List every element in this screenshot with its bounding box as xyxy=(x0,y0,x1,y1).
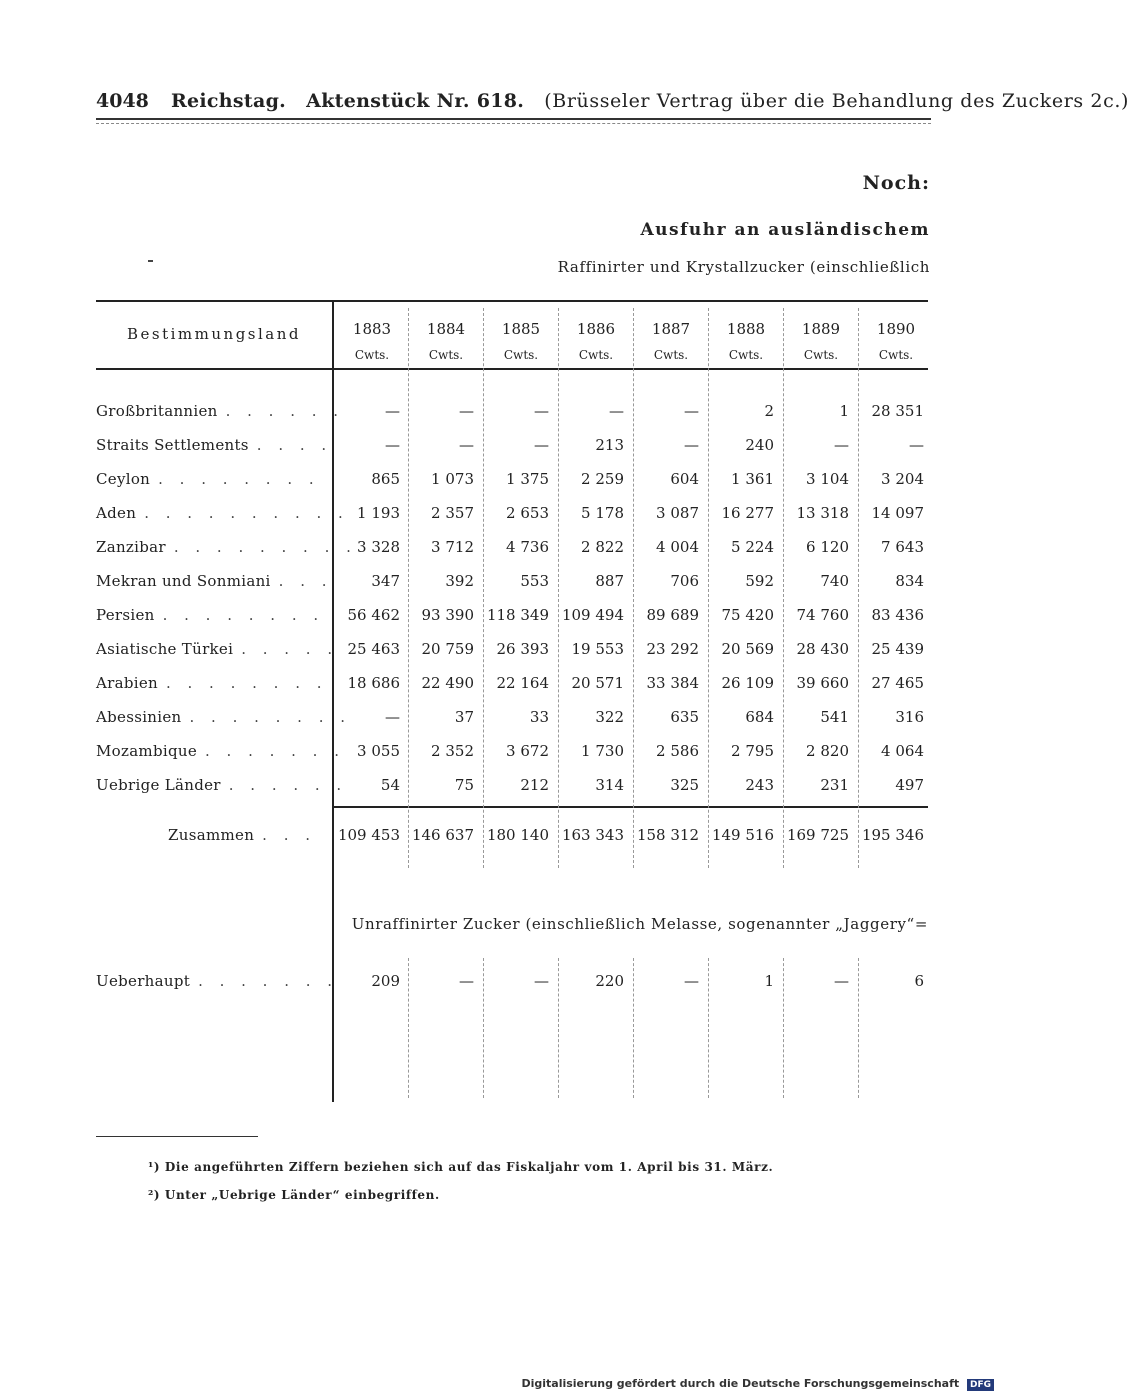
table-row-cell: — xyxy=(459,436,474,454)
column-year: 1884 xyxy=(426,320,466,338)
table-row-cell: 553 xyxy=(520,572,549,590)
table-row-cell: 1 193 xyxy=(357,504,400,522)
footnote-2: ²) Unter „Uebrige Länder“ einbegriffen. xyxy=(148,1188,440,1202)
column-separator xyxy=(408,958,409,1098)
overall-row-cell: — xyxy=(459,972,474,990)
table-row-cell: 25 463 xyxy=(347,640,400,658)
overall-row-label xyxy=(96,972,339,990)
table-row-cell: 6 120 xyxy=(806,538,849,556)
table-row-cell: 3 328 xyxy=(357,538,400,556)
leader-dots: . . . xyxy=(262,826,316,844)
table-row-cell: — xyxy=(534,436,549,454)
table-row-cell: 3 712 xyxy=(431,538,474,556)
digitization-note: Digitalisierung gefördert durch die Deutsche Forschungsgemeinschaft xyxy=(521,1377,960,1390)
table-row-cell: 109 494 xyxy=(561,606,624,624)
table-row-cell: 604 xyxy=(670,470,699,488)
column-year: 1888 xyxy=(726,320,766,338)
table-row-cell: — xyxy=(684,402,699,420)
table-row-cell: 28 430 xyxy=(796,640,849,658)
table-row-cell: 231 xyxy=(820,776,849,794)
table-row-cell: 4 064 xyxy=(881,742,924,760)
table-row-cell: 23 292 xyxy=(646,640,699,658)
overall-row-cell: 220 xyxy=(595,972,624,990)
row-label-text: Aden xyxy=(96,504,137,522)
table-row-cell: 27 465 xyxy=(871,674,924,692)
column-header xyxy=(336,320,408,362)
overall-row-cell: — xyxy=(834,972,849,990)
total-row-cell: 149 516 xyxy=(711,826,774,844)
page-number: 4048 xyxy=(96,90,149,112)
table-row-cell: 3 672 xyxy=(506,742,549,760)
table-row-cell: 887 xyxy=(595,572,624,590)
table-row-cell: 20 759 xyxy=(421,640,474,658)
total-row-cell: 180 140 xyxy=(486,826,549,844)
table-row-cell: 3 055 xyxy=(357,742,400,760)
table-row-cell: 322 xyxy=(595,708,624,726)
table-row-cell: — xyxy=(684,436,699,454)
table-row-cell: 706 xyxy=(670,572,699,590)
table-row-label xyxy=(96,504,349,522)
table-row-cell: 1 375 xyxy=(506,470,549,488)
table-row-cell: 22 490 xyxy=(421,674,474,692)
table-row-cell: 740 xyxy=(820,572,849,590)
table-row-cell: 2 259 xyxy=(581,470,624,488)
row-label-text: Arabien xyxy=(96,674,158,692)
row-label-text: Straits Settlements xyxy=(96,436,249,454)
table-row-cell: — xyxy=(534,402,549,420)
table-row-cell: 26 393 xyxy=(496,640,549,658)
row-label-text: Großbritannien xyxy=(96,402,218,420)
row-label-text: Asiatische Türkei xyxy=(96,640,234,658)
table-row-cell: — xyxy=(385,708,400,726)
leader-dots: . . . . . . xyxy=(228,776,348,794)
overall-row-cell: 209 xyxy=(371,972,400,990)
table-row-cell: 2 352 xyxy=(431,742,474,760)
row-label-text: Ceylon xyxy=(96,470,151,488)
column-separator xyxy=(408,308,409,868)
row-label-text: Ueberhaupt xyxy=(96,972,191,990)
column-header xyxy=(785,320,857,362)
column-header xyxy=(410,320,482,362)
column-separator xyxy=(483,958,484,1098)
row-label-text: Uebrige Länder xyxy=(96,776,221,794)
table-row-cell: 4 736 xyxy=(506,538,549,556)
table-row-cell: — xyxy=(385,436,400,454)
column-header xyxy=(485,320,557,362)
table-row-cell: — xyxy=(909,436,924,454)
table-row-cell: 4 004 xyxy=(656,538,699,556)
continuation-label: Noch: xyxy=(862,172,930,194)
column-unit: Cwts. xyxy=(428,348,464,362)
row-label-text: Mekran und Sonmiani xyxy=(96,572,271,590)
table-row-cell: 33 xyxy=(529,708,549,726)
table-subtitle: Raffinirter und Krystallzucker (einschließlich xyxy=(557,258,930,276)
overall-row-cell: 1 xyxy=(764,972,774,990)
table-row-cell: 5 224 xyxy=(731,538,774,556)
first-col-header: Bestimmungsland xyxy=(127,325,301,343)
table-row-cell: 74 760 xyxy=(796,606,849,624)
column-header xyxy=(635,320,707,362)
page-header xyxy=(96,90,1129,112)
table-row-cell: 83 436 xyxy=(871,606,924,624)
column-separator xyxy=(558,958,559,1098)
leader-dots: . . . . . . . xyxy=(198,972,339,990)
table-row-cell: 314 xyxy=(595,776,624,794)
row-label-text: Mozambique xyxy=(96,742,197,760)
total-row-cell: 109 453 xyxy=(337,826,400,844)
column-separator xyxy=(483,308,484,868)
table-row-cell: 2 586 xyxy=(656,742,699,760)
table-row-cell: 26 109 xyxy=(721,674,774,692)
table-sum-rule xyxy=(334,806,928,808)
table-title: Ausfuhr an ausländischem xyxy=(640,220,930,240)
table-row-label xyxy=(96,402,345,420)
column-unit: Cwts. xyxy=(878,348,914,362)
leader-dots: . . . . . . . . . . xyxy=(144,504,349,522)
row-label-text: Persien xyxy=(96,606,155,624)
total-row-label xyxy=(96,826,316,844)
column-separator xyxy=(633,308,634,868)
total-row-cell: 169 725 xyxy=(786,826,849,844)
table-row-cell: 2 795 xyxy=(731,742,774,760)
table-row-cell: 3 087 xyxy=(656,504,699,522)
table-row-cell: 325 xyxy=(670,776,699,794)
table-row-cell: 1 730 xyxy=(581,742,624,760)
table-row-label xyxy=(96,742,345,760)
table-row-cell: 75 420 xyxy=(721,606,774,624)
table-row-cell: 243 xyxy=(745,776,774,794)
table-row-cell: 1 073 xyxy=(431,470,474,488)
header-rule xyxy=(96,118,931,120)
table-row-cell: 1 361 xyxy=(731,470,774,488)
overall-row-cell: 6 xyxy=(914,972,924,990)
column-separator xyxy=(708,958,709,1098)
table-row-label xyxy=(96,640,339,658)
column-unit: Cwts. xyxy=(503,348,539,362)
dfg-logo: DFG xyxy=(967,1379,994,1391)
leader-dots: . . . . xyxy=(256,436,333,454)
total-row-cell: 195 346 xyxy=(861,826,924,844)
table-row-cell: 18 686 xyxy=(347,674,400,692)
document-subject: (Brüsseler Vertrag über die Behandlung des Zuckers 2c.) xyxy=(544,90,1129,112)
column-year: 1885 xyxy=(501,320,541,338)
column-unit: Cwts. xyxy=(354,348,390,362)
column-separator xyxy=(558,308,559,868)
table-row-cell: 212 xyxy=(520,776,549,794)
row-label-text: Abessinien xyxy=(96,708,182,726)
row-label-text: Zusammen xyxy=(168,826,255,844)
column-separator xyxy=(783,958,784,1098)
column-separator xyxy=(783,308,784,868)
table-row-cell: 14 097 xyxy=(871,504,924,522)
table-row-cell: 684 xyxy=(745,708,774,726)
leader-dots: . . . . . . . . xyxy=(158,470,320,488)
document-number: Aktenstück Nr. 618. xyxy=(306,90,525,112)
table-row-cell: 592 xyxy=(745,572,774,590)
table-row-cell: 392 xyxy=(445,572,474,590)
table-row-cell: 635 xyxy=(670,708,699,726)
table-row-cell: 54 xyxy=(380,776,400,794)
column-year: 1889 xyxy=(801,320,841,338)
leader-dots: . . . . . . . xyxy=(205,742,345,760)
table-row-cell: 56 462 xyxy=(347,606,400,624)
column-unit: Cwts. xyxy=(728,348,764,362)
table-row-cell: 22 164 xyxy=(496,674,549,692)
table-row-cell: 20 571 xyxy=(571,674,624,692)
table-row-cell: — xyxy=(609,402,624,420)
table-row-cell: 20 569 xyxy=(721,640,774,658)
table-row-cell: 16 277 xyxy=(721,504,774,522)
column-unit: Cwts. xyxy=(653,348,689,362)
leader-dots: . . . . . . . . xyxy=(165,674,328,692)
table-row-label xyxy=(96,708,352,726)
table-row-cell: — xyxy=(385,402,400,420)
column-year: 1883 xyxy=(352,320,392,338)
table-row-cell: 118 349 xyxy=(486,606,549,624)
table-row-label xyxy=(96,470,328,488)
table-row-label xyxy=(96,572,333,590)
leader-dots: . . . . . . . . xyxy=(189,708,352,726)
footnote-1: ¹) Die angeführten Ziffern beziehen sich auf das Fiskaljahr vom 1. April bis 31. März. xyxy=(148,1160,774,1174)
table-row-cell: 2 653 xyxy=(506,504,549,522)
table-row-cell: 240 xyxy=(745,436,774,454)
digitization-credit xyxy=(521,1377,994,1391)
print-speck xyxy=(148,260,153,262)
table-row-cell: 75 xyxy=(454,776,474,794)
column-separator xyxy=(708,308,709,868)
table-row-cell: 213 xyxy=(595,436,624,454)
table-row-cell: 2 xyxy=(764,402,774,420)
column-year: 1890 xyxy=(876,320,916,338)
leader-dots: . . . . . . . . xyxy=(162,606,325,624)
table-row-cell: 19 553 xyxy=(571,640,624,658)
table-row-cell: 93 390 xyxy=(421,606,474,624)
table-row-label xyxy=(96,538,357,556)
column-unit: Cwts. xyxy=(803,348,839,362)
column-header xyxy=(860,320,932,362)
table-row-cell: 541 xyxy=(820,708,849,726)
total-row-cell: 163 343 xyxy=(561,826,624,844)
leader-dots: . . . . . xyxy=(241,640,339,658)
column-separator xyxy=(633,958,634,1098)
table-row-cell: 28 351 xyxy=(871,402,924,420)
total-row-cell: 158 312 xyxy=(636,826,699,844)
publication-name: Reichstag. xyxy=(170,90,287,112)
total-row-cell: 146 637 xyxy=(411,826,474,844)
table-row-cell: — xyxy=(459,402,474,420)
overall-row-cell: — xyxy=(534,972,549,990)
table-row-cell: 5 178 xyxy=(581,504,624,522)
table-row-cell: 2 822 xyxy=(581,538,624,556)
column-year: 1886 xyxy=(576,320,616,338)
table-row-cell: 316 xyxy=(895,708,924,726)
column-year: 1887 xyxy=(651,320,691,338)
table-row-cell: 2 820 xyxy=(806,742,849,760)
table-row-label xyxy=(96,606,328,624)
leader-dots: . . . xyxy=(278,572,333,590)
table-row-cell: 25 439 xyxy=(871,640,924,658)
table-row-cell: — xyxy=(834,436,849,454)
unrefined-heading: Unraffinirter Zucker (einschließlich Melasse, sogenannter „Jaggery“= xyxy=(351,915,928,933)
table-row-cell: 1 xyxy=(839,402,849,420)
table-row-cell: 347 xyxy=(371,572,400,590)
row-label-text: Zanzibar xyxy=(96,538,166,556)
table-header-rule xyxy=(96,368,928,370)
table-row-cell: 13 318 xyxy=(796,504,849,522)
table-row-cell: 7 643 xyxy=(881,538,924,556)
table-row-cell: 39 660 xyxy=(796,674,849,692)
footnote-rule xyxy=(96,1136,258,1137)
header-rule-dashed xyxy=(96,123,931,124)
table-row-cell: 2 357 xyxy=(431,504,474,522)
table-row-cell: 33 384 xyxy=(646,674,699,692)
column-header xyxy=(560,320,632,362)
table-row-label xyxy=(96,436,333,454)
table-row-label xyxy=(96,674,328,692)
leader-dots: . . . . . . . . . xyxy=(173,538,357,556)
table-row-cell: 3 204 xyxy=(881,470,924,488)
table-row-cell: 89 689 xyxy=(646,606,699,624)
table-row-cell: 497 xyxy=(895,776,924,794)
overall-row-cell: — xyxy=(684,972,699,990)
column-separator xyxy=(858,308,859,868)
table-row-cell: 3 104 xyxy=(806,470,849,488)
table-row-label xyxy=(96,776,348,794)
table-row-cell: 865 xyxy=(371,470,400,488)
table-top-rule xyxy=(96,300,928,302)
leader-dots: . . . . . . xyxy=(225,402,345,420)
table-row-cell: 834 xyxy=(895,572,924,590)
column-unit: Cwts. xyxy=(578,348,614,362)
column-separator xyxy=(858,958,859,1098)
table-row-cell: 37 xyxy=(454,708,474,726)
column-header xyxy=(710,320,782,362)
